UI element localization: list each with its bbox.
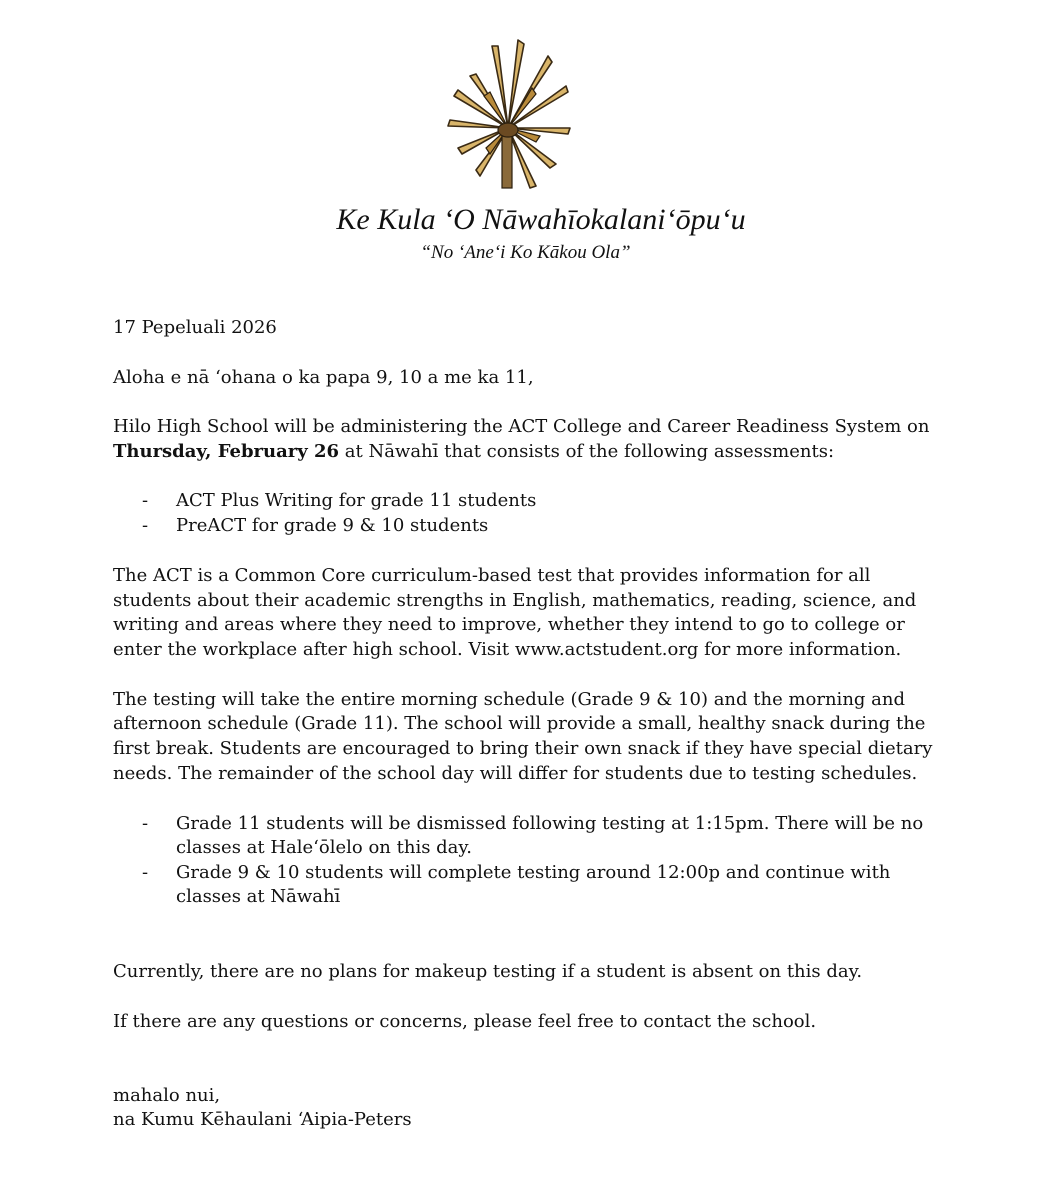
school-logo [440,36,576,192]
schedule-item-line: Grade 11 students will be dismissed following testing at 1:15pm. There will be no [176,813,924,834]
questions-note: If there are any questions or concerns, please feel free to contact the school. [113,1011,817,1032]
act-paragraph-line: The ACT is a Common Core curriculum-based test that provides information for all [113,565,871,586]
school-name: Ke Kula ʻO Nāwahīokalaniʻōpuʻu [336,203,746,236]
bullet: - [142,862,149,883]
schedule-item-line: classes at Haleʻōlelo on this day. [176,837,472,858]
testing-paragraph-line: needs. The remainder of the school day will differ for students due to testing schedules. [113,763,918,784]
assessment-item: PreACT for grade 9 & 10 students [176,515,489,536]
bullet: - [142,490,149,511]
testing-paragraph-line: first break. Students are encouraged to bring their own snack if they have special dietary [113,738,933,759]
closing: mahalo nui, [113,1085,221,1106]
act-paragraph-line: writing and areas where they need to improve, whether they intend to go to college or [113,614,905,635]
school-motto: “No ʻAneʻi Ko Kākou Ola” [420,242,631,263]
schedule-item-line: classes at Nāwahī [176,886,341,907]
signature: na Kumu Kēhaulani ʻAipia-Peters [113,1109,412,1130]
bullet: - [142,515,149,536]
intro-line-2-rest: at Nāwahī that consists of the following assessments: [339,441,835,462]
letter-date: 17 Pepeluali 2026 [113,317,277,338]
act-paragraph-line: enter the workplace after high school. Visit www.actstudent.org for more information. [113,639,902,660]
assessment-item: ACT Plus Writing for grade 11 students [176,490,537,511]
schedule-item-line: Grade 9 & 10 students will complete testing around 12:00p and continue with [176,862,891,883]
intro-line-1: Hilo High School will be administering the ACT College and Career Readiness System on [113,416,930,437]
act-paragraph-line: students about their academic strengths in English, mathematics, reading, science, and [113,590,917,611]
testing-paragraph-line: afternoon schedule (Grade 11). The school will provide a small, healthy snack during the [113,713,926,734]
bullet: - [142,813,149,834]
testing-paragraph-line: The testing will take the entire morning schedule (Grade 9 & 10) and the morning and [113,689,905,710]
letter-greeting: Aloha e nā ʻohana o ka papa 9, 10 a me ka 11, [113,367,534,388]
makeup-note: Currently, there are no plans for makeup testing if a student is absent on this day. [113,961,863,982]
test-date: Thursday, February 26 [113,441,340,462]
intro-line-2 [113,440,943,465]
